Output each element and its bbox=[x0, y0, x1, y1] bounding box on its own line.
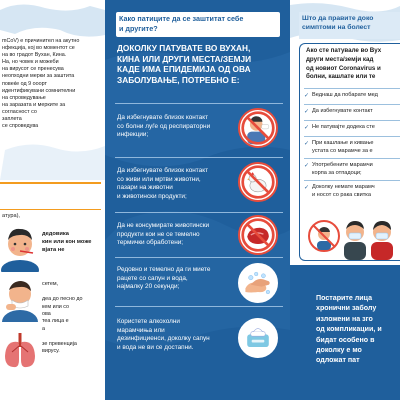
raw-meat-ban-icon bbox=[238, 215, 278, 255]
advice-item-4: Редовно и темелно да ги миете рацете со сапун и вода, најмалку 20 секунди; bbox=[117, 266, 211, 291]
bullet-item-3: ✓ Не патувајте додека сте bbox=[305, 124, 400, 132]
bullet-item-4: ✓ При кашлање и кивање устата со марамче за е bbox=[305, 140, 400, 155]
middle-panel bbox=[105, 0, 290, 400]
divider bbox=[115, 257, 283, 258]
bullet-item-5: ✓ Употребените марамчи корпа за отпадоци; bbox=[305, 162, 400, 177]
advice-item-2: Да избегнувате близок контакт со живи или мртви животни, пазари на животни и животински продукти; bbox=[117, 167, 209, 200]
fever-man-icon bbox=[0, 226, 40, 272]
divider bbox=[115, 157, 283, 158]
symptom-row-2-text: теа лица е а зе превенција вирусу. bbox=[42, 318, 77, 355]
bullet-item-6: ✓ Доколку немате марамч и носот со рака свитка bbox=[305, 184, 400, 199]
question-title: Што да правите доко симптоми на болест bbox=[302, 15, 374, 32]
card-heading: Ако сте патувале во Вух други места/земји кад од новиот Coronavirus и болни, кашлате или те bbox=[306, 47, 382, 81]
elderly-warning-text: Постарите лица хронични заболу изложени на зго од компликации, и бидат особено в доколку е мо одложат пат bbox=[316, 294, 382, 365]
divider bbox=[304, 104, 400, 105]
left-panel bbox=[0, 0, 105, 400]
divider bbox=[304, 136, 400, 137]
orange-divider-thin bbox=[0, 209, 101, 210]
temperature-text: атура), bbox=[2, 213, 20, 219]
advice-item-5: Користете алкохолни марамчиња или дезинфициенси, доколку сапун и вода не ви се достапни. bbox=[117, 318, 210, 351]
lungs-icon bbox=[0, 330, 40, 372]
divider bbox=[304, 88, 400, 89]
animals-ban-icon bbox=[238, 162, 278, 202]
divider bbox=[304, 120, 400, 121]
divider bbox=[115, 212, 283, 213]
coughing-man-icon bbox=[0, 276, 40, 322]
advice-item-3: Да не консумирате животински продукти кои не се темелно термички обработени; bbox=[117, 222, 210, 247]
symptoms-heading: дедовика кин или кон може вјата не bbox=[42, 231, 92, 253]
masked-people-icon bbox=[302, 212, 400, 260]
bullet-item-2: ✓ Да избегнувате контакт bbox=[305, 108, 400, 116]
symptom-row-1-text: сетем, деа до песно до кем или со ова bbox=[42, 281, 83, 318]
question-title: Како патиците да се заштитат себе и другите? bbox=[119, 14, 244, 33]
advice-item-1: Да избегнувате близок контакт со болни луѓе од респираторни инфекции; bbox=[117, 114, 211, 139]
divider bbox=[304, 158, 400, 159]
divider bbox=[115, 306, 283, 307]
orange-divider bbox=[0, 182, 101, 184]
right-panel bbox=[290, 0, 400, 400]
intro-paragraph: mCoV) е причинител на акутно нфекција, кој во моментот се на во градот Вухан, Кина. На, но човек и можеби на вирусот се пренесува неопходни мерки за заштита повеќе од 9 ооорт идентификувани сомнителни на спроведување на заразата и мерките за согласност со заплета се спроведува bbox=[2, 38, 80, 130]
travel-heading: ДОКОЛКУ ПАТУВАТЕ ВО ВУХАН, КИНА ИЛИ ДРУГИ МЕСТА/ЗЕМЈИ КАДЕ ИМА ЕПИДЕМИЈА ОД ОВА ЗАБОЛУВАЊЕ, ПОТРЕБНО Е: bbox=[117, 43, 252, 86]
divider bbox=[304, 180, 400, 181]
sick-person-ban-icon bbox=[238, 108, 278, 148]
divider bbox=[115, 103, 283, 104]
hand-washing-icon bbox=[238, 263, 278, 303]
wet-wipes-icon bbox=[238, 318, 278, 358]
bullet-item-1: ✓ Веднаш да побарате мед bbox=[305, 92, 400, 100]
